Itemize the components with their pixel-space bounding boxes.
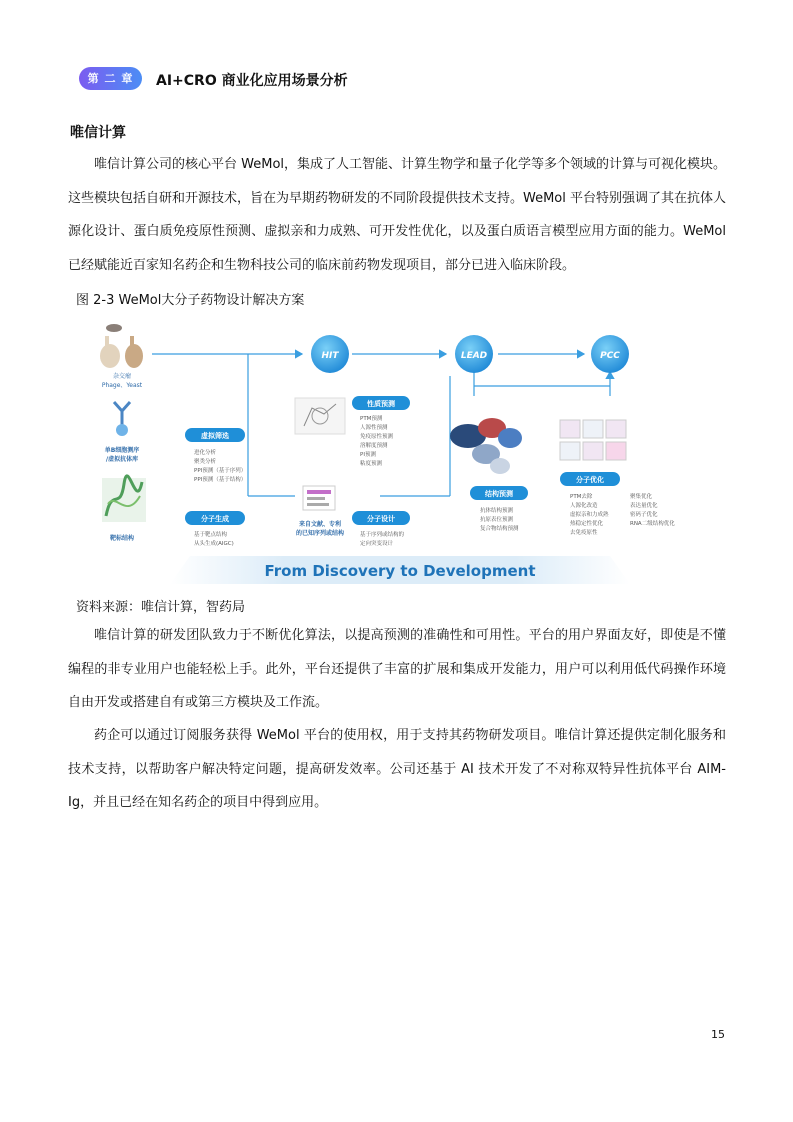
- paragraph-business: 药企可以通过订阅服务获得 WeMol 平台的使用权，用于支持其药物研发项目。唯信计算还提供定制化服务和技术支持，以帮助客户解决特定问题，提高研发效率。公司还基于 AI 技术开发了不对称双特异性抗体平台 AIM-Ig，并且已经在知名药企的项目中得到应用。: [68, 728, 726, 810]
- paragraph-intro: 唯信计算公司的核心平台 WeMol，集成了人工智能、计算生物学和量子化学等多个领域的计算与可视化模块。这些模块包括自研和开源技术，旨在为早期药物研发的不同阶段提供技术支持。WeMol 平台特别强调了其在抗体人源化设计、蛋白质免疫原性预测、虚拟亲和力成熟、可开发性优化，以及蛋白质语言模型应用方面的能力。WeMol 已经赋能近百家知名药企和生物科技公司的临床前药物发现项目，部分已进入临床阶段。: [68, 157, 727, 273]
- mo-right-3: 密码子优化: [630, 512, 658, 518]
- literature-label-2: 的已知序列或结构: [295, 530, 345, 537]
- literature-label-1: 来自文献、专利: [298, 521, 342, 528]
- tag-property-pred: 性质预测: [367, 400, 395, 408]
- sp-item-1: 抗体结构预测: [480, 508, 514, 514]
- vs-item-4: PPI预测（基于结构）: [194, 477, 247, 483]
- hit-node: [311, 335, 349, 373]
- library-label-2: /虚拟抗体库: [105, 456, 139, 463]
- wemol-solution-figure: [90, 316, 710, 586]
- lead-label: LEAD: [460, 351, 488, 361]
- pcc-label: PCC: [600, 351, 620, 361]
- lead-node: [455, 335, 493, 373]
- mo-right-2: 表达量优化: [630, 503, 658, 509]
- mo-left-3: 虚拟亲和力成熟: [570, 512, 609, 518]
- antibody-icon: [114, 402, 130, 436]
- page-number: 15: [711, 1028, 725, 1041]
- mo-left-1: PTM去除: [570, 494, 593, 500]
- tag-virtual-screen: 虚拟筛选: [201, 432, 229, 440]
- pp-item-2: 人源性预测: [360, 425, 388, 431]
- mo-right-4: RNA二级结构优化: [630, 521, 675, 527]
- chapter-badge: 第 二 章: [79, 67, 142, 90]
- protein-structure-image: [450, 418, 522, 474]
- mo-left-5: 去免疫原性: [570, 530, 598, 536]
- mo-right-1: 聚集优化: [630, 494, 653, 500]
- pp-item-3: 免疫原性预测: [360, 434, 394, 440]
- pcc-node: [591, 335, 629, 373]
- tag-molecule-opt: 分子优化: [576, 476, 604, 484]
- md-item-1: 基于序列或结构的: [360, 532, 405, 538]
- sequence-structure-image: [295, 398, 345, 434]
- target-structure-image: [102, 476, 146, 522]
- mg-item-2: 从头生成(AIGC): [194, 541, 234, 547]
- figure-source: 资料来源：唯信计算，智药局: [76, 600, 246, 615]
- mo-left-2: 人源化改造: [570, 503, 598, 509]
- literature-image: [303, 486, 335, 510]
- paragraph-team: 唯信计算的研发团队致力于不断优化算法，以提高预测的准确性和可用性。平台的用户界面友好，即使是不懂编程的非专业用户也能轻松上手。此外，平台还提供了丰富的扩展和集成开发能力，用户可以利用低代码操作环境自由开发或搭建自有或第三方模块及工作流。: [68, 628, 726, 710]
- vs-item-3: PPI预测（基于序列）: [194, 468, 247, 474]
- pp-item-6: 粘度预测: [360, 461, 383, 467]
- vs-item-1: 进化分析: [194, 450, 217, 456]
- pp-item-5: PI预测: [360, 452, 376, 458]
- chapter-title: AI+CRO 商业化应用场景分析: [156, 73, 348, 89]
- figure-caption: 图 2-3 WeMol大分子药物设计解决方案: [76, 293, 305, 308]
- section-title: 唯信计算: [70, 125, 126, 141]
- tag-molecule-gen: 分子生成: [201, 515, 229, 523]
- immune-label: 杂交瘤: [112, 373, 132, 380]
- tag-molecule-design: 分子设计: [367, 515, 395, 523]
- immune-sub-label: Phage、Yeast: [101, 382, 143, 389]
- sp-item-2: 抗原表位预测: [480, 517, 514, 523]
- md-item-2: 定向突变设计: [360, 541, 394, 547]
- sp-item-3: 复合物结构预测: [480, 526, 519, 532]
- pp-item-4: 溶解度预测: [360, 443, 388, 449]
- animal-illustration: [100, 324, 143, 368]
- banner-text: From Discovery to Development: [264, 562, 536, 580]
- optimization-panels-image: [560, 420, 626, 460]
- vs-item-2: 聚类分析: [194, 459, 217, 465]
- target-label: 靶标结构: [109, 535, 135, 542]
- tag-structure-pred: 结构预测: [485, 490, 513, 498]
- pp-item-1: PTM预测: [360, 416, 383, 422]
- library-label-1: 单B细胞测序: [104, 447, 140, 454]
- mo-left-4: 热稳定性优化: [570, 521, 604, 527]
- hit-label: HIT: [321, 351, 339, 361]
- mg-item-1: 基于靶点结构: [194, 532, 228, 538]
